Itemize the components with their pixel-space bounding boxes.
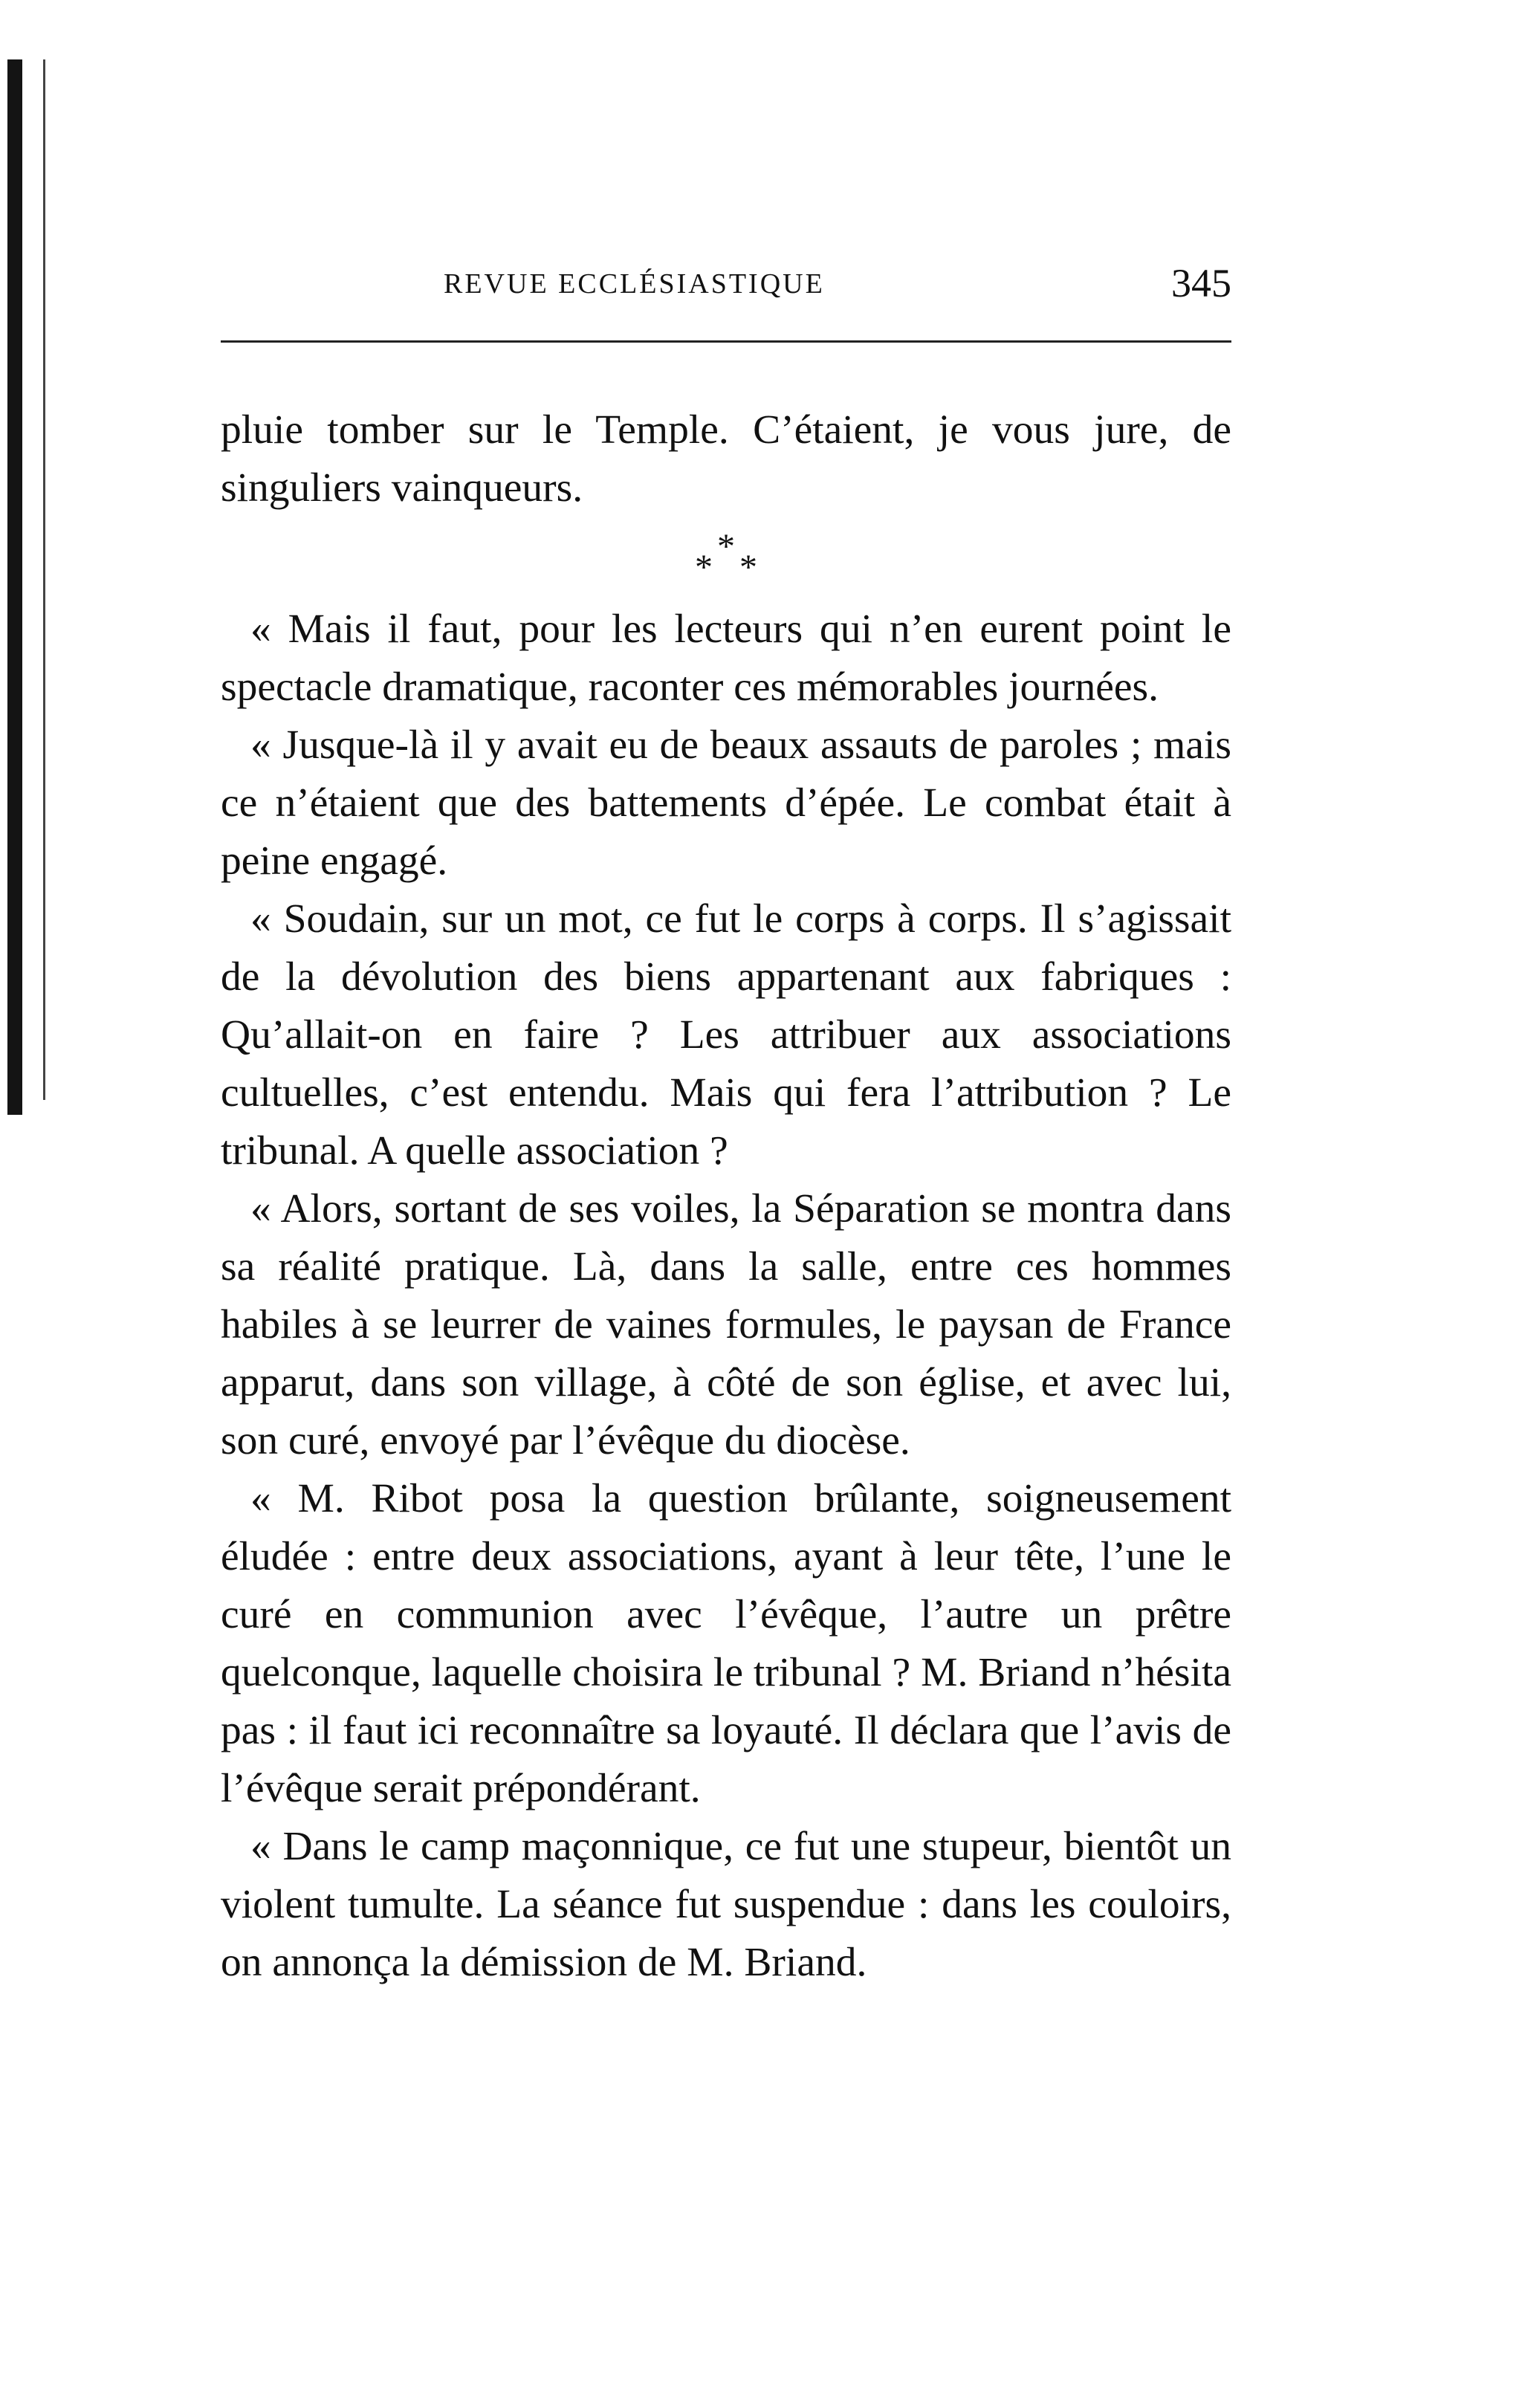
- paragraph: « Jusque-là il y avait eu de beaux assauts de paroles ; mais ce n’étaient que des battements d’épée. Le combat était à peine engagé.: [221, 722, 1231, 884]
- paragraph-continuation: pluie tomber sur le Temple. C’étaient, je vous jure, de singuliers vainqueurs.: [221, 407, 1231, 511]
- header-rule: [221, 340, 1231, 343]
- book-page: [221, 253, 1231, 1985]
- paragraph: « Dans le camp maçonnique, ce fut une stupeur, bientôt un violent tumulte. La séance fut suspendue : dans les couloirs, on annonça la démission de M. Briand.: [221, 1824, 1231, 1985]
- paragraph: « Soudain, sur un mot, ce fut le corps à corps. Il s’agissait de la dévolution des biens appartenant aux fabriques : Qu’allait-on en faire ? Les attribuer aux associations cultuelles, c’est entendu. Mais qui fera l’attribution ? Le tribunal. A quelle association ?: [221, 896, 1231, 1174]
- binding-edge-line: [43, 59, 45, 1100]
- asterism: [674, 520, 778, 595]
- paragraph: « Alors, sortant de ses voiles, la Séparation se montra dans sa réalité pratique. Là, dans la salle, entre ces hommes habiles à se leurrer de vaines formules, le paysan de France apparut, dans son village, à côté de son église, et avec lui, son curé, envoyé par l’évêque du diocèse.: [221, 1186, 1231, 1463]
- paragraph: « Mais il faut, pour les lecteurs qui n’en eurent point le spectacle dramatique, raconter ces mémorables journées.: [221, 606, 1231, 710]
- asterism-star: *: [717, 527, 735, 566]
- running-title: REVUE ECCLÉSIASTIQUE: [444, 268, 825, 300]
- running-head: [221, 253, 1231, 312]
- asterism-star: *: [739, 548, 757, 587]
- paragraph: « M. Ribot posa la question brûlante, soigneusement éludée : entre deux associations, ayant à leur tête, l’une le curé en communion avec l’évêque, l’autre un prêtre quelconque, laquelle choisira le tribunal ? M. Briand n’hésita pas : il faut ici reconnaître sa loyauté. Il déclara que l’avis de l’évêque serait prépondérant.: [221, 1476, 1231, 1811]
- body-text: [221, 401, 1231, 1992]
- asterism-star: *: [695, 548, 713, 587]
- page-number: 345: [1171, 261, 1231, 305]
- binding-edge-shadow: [7, 59, 22, 1115]
